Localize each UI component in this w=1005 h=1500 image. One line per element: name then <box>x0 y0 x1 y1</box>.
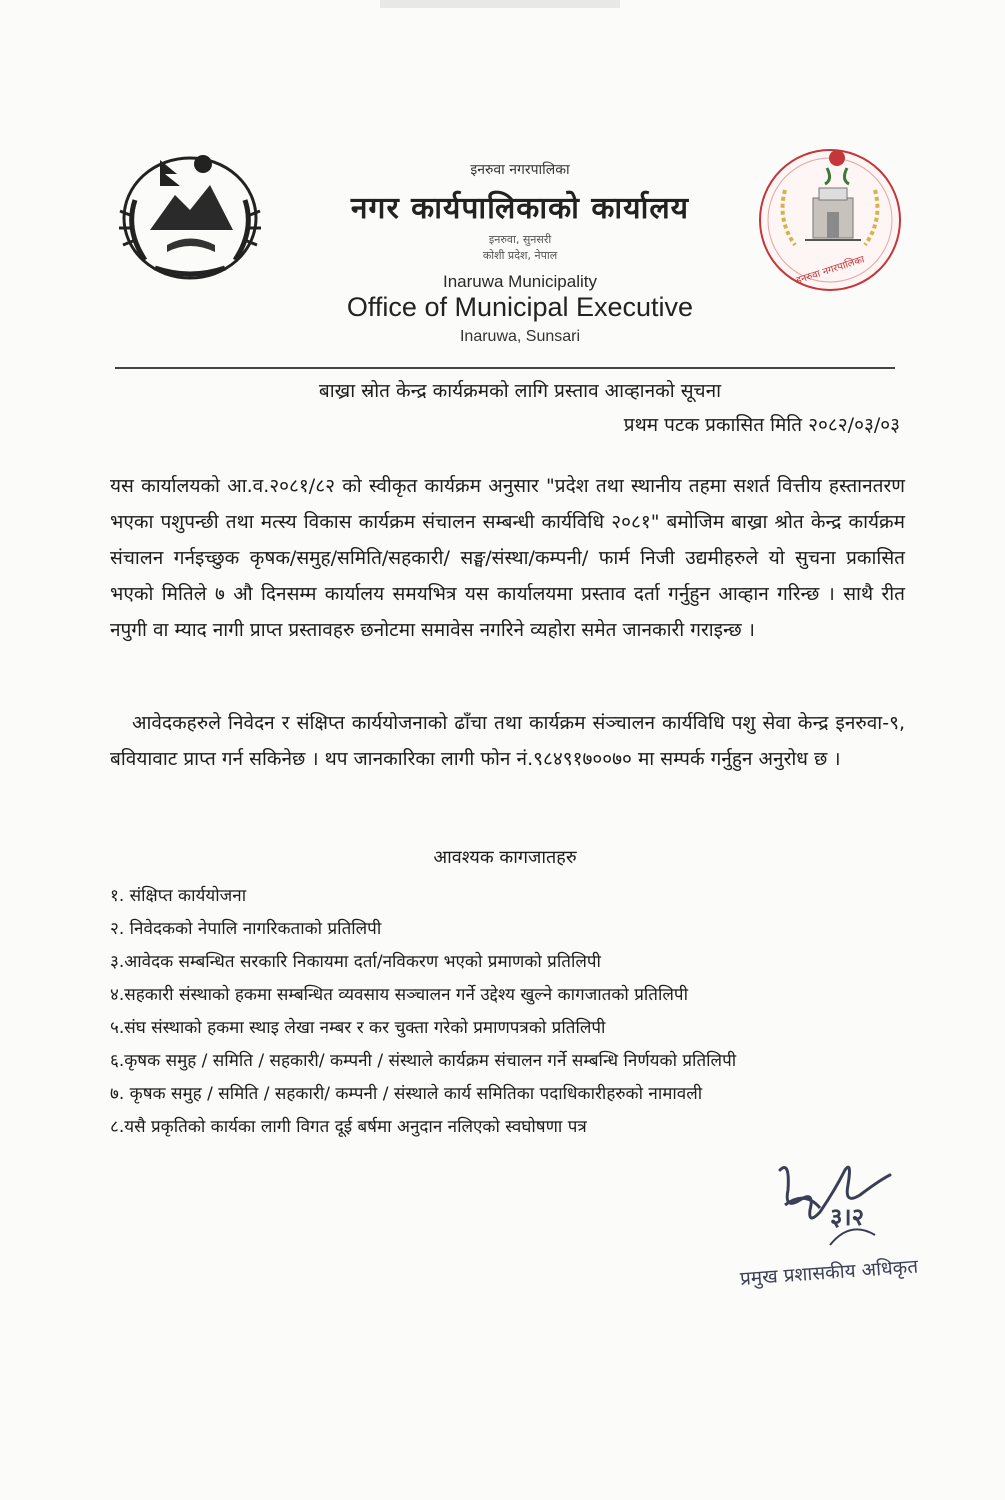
requirement-item: ४.सहकारी संस्थाको हकमा सम्बन्धित व्यवसाय सञ्चालन गर्ने उद्देश्य खुल्ने कागजातको प्रतिलिपी <box>110 985 688 1005</box>
header-divider <box>115 367 895 369</box>
nepal-emblem-icon <box>105 140 275 290</box>
address-nepali-line2: कोशी प्रदेश, नेपाल <box>482 249 558 262</box>
body-paragraph-2 <box>110 705 905 777</box>
requirement-item: ८.यसै प्रकृतिको कार्यका लागी विगत दूई बर्षमा अनुदान नलिएको स्वघोषणा पत्र <box>110 1117 587 1137</box>
requirement-item: ५.संघ संस्थाको हकमा स्थाइ लेखा नम्बर र कर चुक्ता गरेको प्रमाणपत्रको प्रतिलिपी <box>110 1018 606 1038</box>
address-english: Inaruwa, Sunsari <box>459 328 581 345</box>
requirements-title: आवश्यक कागजातहरु <box>433 847 577 868</box>
published-date: प्रथम पटक प्रकासित मिति २०८२/०३/०३ <box>623 414 900 436</box>
address-nepali-line1: इनरुवा, सुनसरी <box>488 233 552 246</box>
signature-date: ३।२ <box>830 1203 865 1231</box>
seal-text: इनरुवा नगरपालिका <box>795 254 866 287</box>
requirement-item: २. निवेदकको नेपालि नागरिकताको प्रतिलिपी <box>110 919 382 939</box>
office-title-nepali: नगर कार्यपालिकाको कार्यालय <box>350 191 690 226</box>
paper-fold-shadow <box>380 0 620 8</box>
requirement-item: ३.आवेदक सम्बन्धित सरकारि निकायमा दर्ता/नविकरण भएको प्रमाणको प्रतिलिपी <box>110 952 601 972</box>
requirement-item: ६.कृषक समुह / समिति / सहकारी/ कम्पनी / संस्थाले कार्यक्रम संचालन गर्ने सम्बन्धि निर्णयको प्रतिलिपी <box>110 1051 737 1071</box>
body-paragraph-1: यस कार्यालयको आ.व.२०८१/८२ को स्वीकृत कार्यक्रम अनुसार "प्रदेश तथा स्थानीय तहमा सशर्त वित्तीय हस्तानतरण भएका पशुपन्छी तथा मत्स्य विकास कार्यक्रम संचालन सम्बन्धी कार्यविधि २०८१" बमोजिम बाख्रा श्रोत केन्द्र कार्यक्रम संचालन गर्नइच्छुक कृषक/समुह/समिति/सहकारी/ सङ्घ/संस्था/कम्पनी/ फार्म निजी उद्यमीहरुले यो सुचना प्रकासित भएको मितिले ७ औ दिनसम्म कार्यालय समयभित्र यस कार्यालयमा प्रस्ताव दर्ता गर्नुहुन आव्हान गरिन्छ । साथै रीत नपुगी वा म्याद नागी प्राप्त प्रस्तावहरु छनोटमा समावेस नगरिने व्यहोरा समेत जानकारी गराइन्छ । <box>110 475 905 641</box>
body-paragraph-2-text: आवेदकहरुले निवेदन र संक्षिप्त कार्ययोजनाको ढाँचा तथा कार्यक्रम संञ्चालन कार्यविधि पशु सेवा केन्द्र इनरुवा-९, बवियावाट प्राप्त गर्न सकिनेछ । थप जानकारिका लागी फोन नं.९८४९१७००७० मा सम्पर्क गर्नुहुन अनुरोध छ । <box>110 712 905 770</box>
requirement-item: ७. कृषक समुह / समिति / सहकारी/ कम्पनी / संस्थाले कार्य समितिका पदाधिकारीहरुको नामावली <box>110 1084 703 1104</box>
office-title-english: Office of Municipal Executive <box>346 292 694 322</box>
requirements-list <box>110 880 910 1144</box>
municipality-name-nepali: इनरुवा नगरपालिका <box>470 162 570 178</box>
requirement-item: १. संक्षिप्त कार्ययोजना <box>110 886 247 906</box>
municipality-name-english: Inaruwa Municipality <box>442 272 597 291</box>
address-nepali <box>420 232 620 264</box>
signatory-role: प्रमुख प्रशासकीय अधिकृत <box>739 1255 919 1290</box>
notice-title: बाख्रा स्रोत केन्द्र कार्यक्रमको लागि प्रस्ताव आव्हानको सूचना <box>318 380 722 402</box>
